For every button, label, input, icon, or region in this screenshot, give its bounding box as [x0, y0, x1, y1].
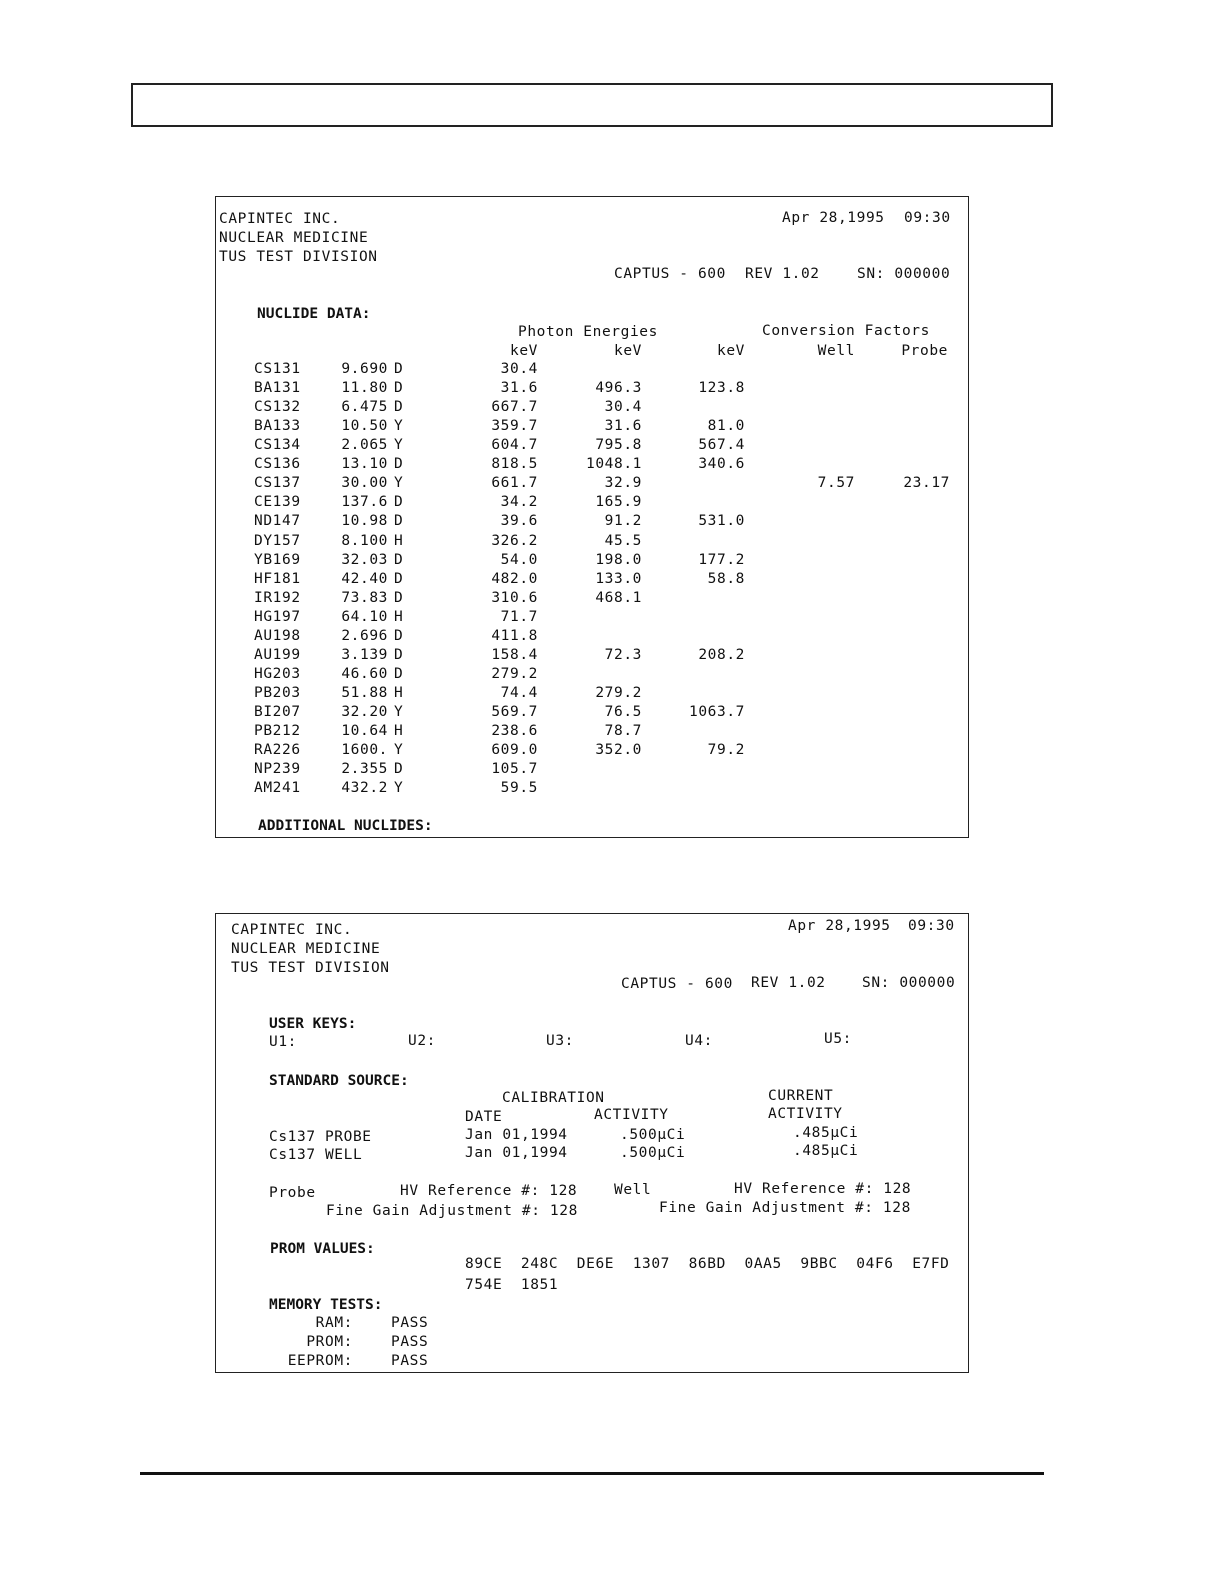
half-life-unit: Y: [394, 703, 404, 720]
company-name: CAPINTEC INC.: [231, 922, 353, 938]
device-name: CAPTUS - 600: [621, 976, 733, 992]
photon-energy-1: 604.7: [491, 437, 538, 454]
serial-number: SN: 000000: [862, 975, 956, 991]
print-time: 09:30: [908, 918, 955, 934]
half-life-unit: D: [394, 665, 404, 682]
nuclide-name: CS131: [254, 361, 301, 377]
photon-energy-2: 165.9: [595, 494, 642, 511]
half-life-value: 64.10: [341, 608, 388, 625]
half-life-value: 10.50: [341, 418, 388, 435]
source-current-activity: .485µCi: [793, 1125, 859, 1141]
photon-energy-3: 81.0: [707, 418, 745, 435]
source-activity: .500µCi: [620, 1145, 686, 1161]
device-name: CAPTUS - 600: [614, 266, 726, 282]
photon-energy-2: 795.8: [595, 437, 642, 454]
photon-energy-1: 39.6: [500, 513, 538, 530]
photon-energy-1: 34.2: [500, 494, 538, 511]
prom-value: 1307: [632, 1256, 671, 1272]
photon-energy-1: 105.7: [491, 761, 538, 777]
memory-tests-title: MEMORY TESTS:: [269, 1297, 383, 1313]
nuclide-name: AU199: [254, 646, 301, 663]
department-name: NUCLEAR MEDICINE: [219, 230, 369, 246]
print-date: Apr 28,1995: [788, 918, 891, 934]
nuclide-name: BA133: [254, 418, 301, 435]
department-name: NUCLEAR MEDICINE: [231, 941, 381, 957]
photon-energy-1: 818.5: [491, 456, 538, 473]
prom-value: E7FD: [912, 1256, 950, 1272]
half-life-value: 1600.: [341, 742, 388, 758]
nuclide-name: RA226: [254, 742, 301, 758]
half-life-unit: D: [394, 361, 404, 377]
division-name: TUS TEST DIVISION: [219, 249, 378, 265]
nuclide-name: NP239: [254, 761, 301, 777]
photon-energy-2: 30.4: [604, 399, 642, 416]
division-name: TUS TEST DIVISION: [231, 960, 390, 976]
user-key-u2: U2:: [408, 1033, 436, 1049]
nuclide-data-printout: [215, 196, 969, 838]
half-life-unit: D: [394, 646, 404, 663]
photon-energy-1: 238.6: [491, 723, 538, 739]
photon-energy-1: 31.6: [500, 380, 538, 397]
photon-energy-2: 1048.1: [586, 456, 642, 473]
memory-test-result: PASS: [391, 1334, 429, 1350]
source-name: Cs137 WELL: [269, 1147, 363, 1163]
additional-nuclides-title: ADDITIONAL NUCLIDES:: [258, 818, 433, 834]
nuclide-name: HG197: [254, 608, 301, 625]
half-life-value: 137.6: [341, 494, 388, 511]
current-header: CURRENT: [768, 1088, 834, 1104]
well-fine-gain: Fine Gain Adjustment #: 128: [659, 1200, 911, 1216]
memory-test-label: PROM:: [306, 1334, 353, 1350]
half-life-unit: H: [394, 723, 404, 739]
half-life-unit: Y: [394, 780, 404, 797]
half-life-value: 13.10: [341, 456, 388, 473]
prom-value: 0AA5: [744, 1256, 782, 1272]
photon-energy-3: 58.8: [707, 570, 745, 587]
photon-energy-2: 91.2: [604, 513, 642, 530]
photon-energy-2: 72.3: [604, 646, 642, 663]
user-key-u4: U4:: [685, 1033, 713, 1049]
nuclide-name: BI207: [254, 703, 301, 720]
well-hv-reference: HV Reference #: 128: [734, 1181, 912, 1197]
memory-test-result: PASS: [391, 1315, 429, 1331]
photon-energy-3: 1063.7: [689, 703, 745, 720]
photon-energy-1: 59.5: [500, 780, 538, 797]
nuclide-data-title: NUCLIDE DATA:: [257, 306, 371, 322]
photon-energy-2: 31.6: [604, 418, 642, 435]
half-life-value: 9.690: [341, 361, 388, 377]
photon-energy-1: 661.7: [491, 475, 538, 492]
half-life-unit: D: [394, 551, 404, 568]
photon-energy-2: 133.0: [595, 570, 642, 587]
current-activity-header: ACTIVITY: [768, 1106, 843, 1122]
source-activity: .500µCi: [620, 1127, 686, 1143]
system-info-printout: [215, 913, 969, 1373]
prom-value: 1851: [520, 1277, 559, 1293]
kev-header-2: keV: [614, 343, 642, 359]
half-life-value: 10.98: [341, 513, 388, 530]
prom-value: DE6E: [576, 1256, 615, 1272]
half-life-value: 46.60: [341, 665, 388, 682]
photon-energy-3: 340.6: [698, 456, 745, 473]
photon-energy-3: 79.2: [707, 742, 745, 758]
half-life-value: 30.00: [341, 475, 388, 492]
half-life-unit: D: [394, 627, 404, 644]
half-life-unit: Y: [394, 742, 404, 758]
prom-value: 89CE: [465, 1256, 503, 1272]
half-life-unit: Y: [394, 418, 404, 435]
prom-value: 04F6: [856, 1256, 894, 1272]
nuclide-name: ND147: [254, 513, 301, 530]
probe-hv-reference: HV Reference #: 128: [400, 1183, 578, 1199]
prom-value: 9BBC: [800, 1256, 838, 1272]
half-life-value: 6.475: [341, 399, 388, 416]
photon-energy-3: 123.8: [698, 380, 745, 397]
photon-energy-1: 482.0: [491, 570, 538, 587]
source-name: Cs137 PROBE: [269, 1129, 372, 1145]
source-current-activity: .485µCi: [793, 1143, 859, 1159]
photon-energy-1: 30.4: [500, 361, 538, 377]
photon-energy-1: 71.7: [500, 608, 538, 625]
source-date: Jan 01,1994: [465, 1145, 568, 1161]
half-life-unit: D: [394, 399, 404, 416]
nuclide-name: CE139: [254, 494, 301, 511]
conversion-factors-header: Conversion Factors: [762, 323, 930, 339]
half-life-unit: H: [394, 532, 404, 549]
user-keys-title: USER KEYS:: [269, 1016, 357, 1032]
half-life-value: 11.80: [341, 380, 388, 397]
nuclide-name: HG203: [254, 665, 301, 682]
photon-energy-1: 158.4: [491, 646, 538, 663]
photon-energy-1: 609.0: [491, 742, 538, 758]
photon-energy-3: 177.2: [698, 551, 745, 568]
prom-value: 754E: [465, 1277, 503, 1293]
half-life-unit: D: [394, 456, 404, 473]
photon-energy-1: 326.2: [491, 532, 538, 549]
photon-energy-1: 667.7: [491, 399, 538, 416]
standard-source-title: STANDARD SOURCE:: [269, 1073, 409, 1089]
photon-energy-2: 45.5: [604, 532, 642, 549]
half-life-unit: H: [394, 608, 404, 625]
probe-factor: 23.17: [903, 475, 950, 492]
half-life-value: 8.100: [341, 532, 388, 549]
prom-values-title: PROM VALUES:: [270, 1241, 375, 1257]
half-life-value: 3.139: [341, 646, 388, 663]
nuclide-name: DY157: [254, 532, 301, 549]
half-life-value: 73.83: [341, 589, 388, 606]
half-life-value: 2.065: [341, 437, 388, 454]
photon-energy-1: 569.7: [491, 703, 538, 720]
photon-energy-2: 496.3: [595, 380, 642, 397]
half-life-unit: D: [394, 380, 404, 397]
source-date: Jan 01,1994: [465, 1127, 568, 1143]
memory-test-label: EEPROM:: [287, 1353, 353, 1369]
nuclide-name: AU198: [254, 627, 301, 644]
date-header: DATE: [465, 1109, 503, 1125]
memory-test-label: RAM:: [315, 1315, 353, 1331]
nuclide-name: CS136: [254, 456, 301, 473]
probe-label: Probe: [269, 1185, 316, 1201]
well-factor: 7.57: [817, 475, 855, 492]
half-life-unit: D: [394, 761, 404, 777]
prom-value: 248C: [520, 1256, 559, 1272]
well-header: Well: [817, 343, 855, 359]
nuclide-name: BA131: [254, 380, 301, 397]
probe-header: Probe: [901, 343, 948, 359]
photon-energy-1: 279.2: [491, 665, 538, 682]
photon-energies-header: Photon Energies: [518, 324, 658, 340]
company-name: CAPINTEC INC.: [219, 211, 341, 227]
nuclide-name: CS134: [254, 437, 301, 454]
half-life-unit: Y: [394, 437, 404, 454]
half-life-value: 432.2: [341, 780, 388, 797]
photon-energy-1: 74.4: [500, 684, 538, 701]
half-life-value: 42.40: [341, 570, 388, 587]
device-revision: REV 1.02: [745, 266, 820, 282]
probe-fine-gain: Fine Gain Adjustment #: 128: [326, 1203, 578, 1219]
calibration-header: CALIBRATION: [502, 1090, 605, 1106]
nuclide-name: PB203: [254, 684, 301, 701]
kev-header-3: keV: [717, 343, 745, 359]
device-revision: REV 1.02: [751, 975, 826, 991]
half-life-unit: Y: [394, 475, 404, 492]
photon-energy-1: 411.8: [491, 627, 538, 644]
photon-energy-1: 310.6: [491, 589, 538, 606]
photon-energy-2: 32.9: [604, 475, 642, 492]
nuclide-name: AM241: [254, 780, 301, 797]
half-life-value: 32.03: [341, 551, 388, 568]
photon-energy-1: 359.7: [491, 418, 538, 435]
half-life-unit: D: [394, 494, 404, 511]
user-key-u1: U1:: [269, 1034, 297, 1050]
nuclide-name: CS132: [254, 399, 301, 416]
photon-energy-3: 567.4: [698, 437, 745, 454]
half-life-value: 10.64: [341, 723, 388, 739]
nuclide-name: IR192: [254, 589, 301, 606]
user-key-u3: U3:: [546, 1033, 574, 1049]
nuclide-name: CS137: [254, 475, 301, 492]
kev-header-1: keV: [510, 343, 538, 359]
print-time: 09:30: [904, 210, 951, 226]
photon-energy-2: 198.0: [595, 551, 642, 568]
half-life-value: 2.355: [341, 761, 388, 777]
nuclide-name: PB212: [254, 723, 301, 739]
photon-energy-2: 279.2: [595, 684, 642, 701]
half-life-unit: D: [394, 513, 404, 530]
photon-energy-2: 78.7: [604, 723, 642, 739]
photon-energy-2: 468.1: [595, 589, 642, 606]
photon-energy-2: 76.5: [604, 703, 642, 720]
activity-header: ACTIVITY: [594, 1107, 669, 1123]
footer-rule: [140, 1472, 1044, 1475]
memory-test-result: PASS: [391, 1353, 429, 1369]
user-key-u5: U5:: [824, 1031, 852, 1047]
nuclide-name: YB169: [254, 551, 301, 568]
print-date: Apr 28,1995: [782, 210, 885, 226]
prom-value: 86BD: [688, 1256, 726, 1272]
half-life-unit: D: [394, 570, 404, 587]
photon-energy-2: 352.0: [595, 742, 642, 758]
half-life-value: 2.696: [341, 627, 388, 644]
photon-energy-3: 531.0: [698, 513, 745, 530]
half-life-value: 51.88: [341, 684, 388, 701]
nuclide-name: HF181: [254, 570, 301, 587]
well-label: Well: [614, 1182, 652, 1198]
half-life-unit: D: [394, 589, 404, 606]
page-header-box: [131, 83, 1053, 127]
photon-energy-3: 208.2: [698, 646, 745, 663]
serial-number: SN: 000000: [857, 266, 951, 282]
photon-energy-1: 54.0: [500, 551, 538, 568]
half-life-unit: H: [394, 684, 404, 701]
half-life-value: 32.20: [341, 703, 388, 720]
